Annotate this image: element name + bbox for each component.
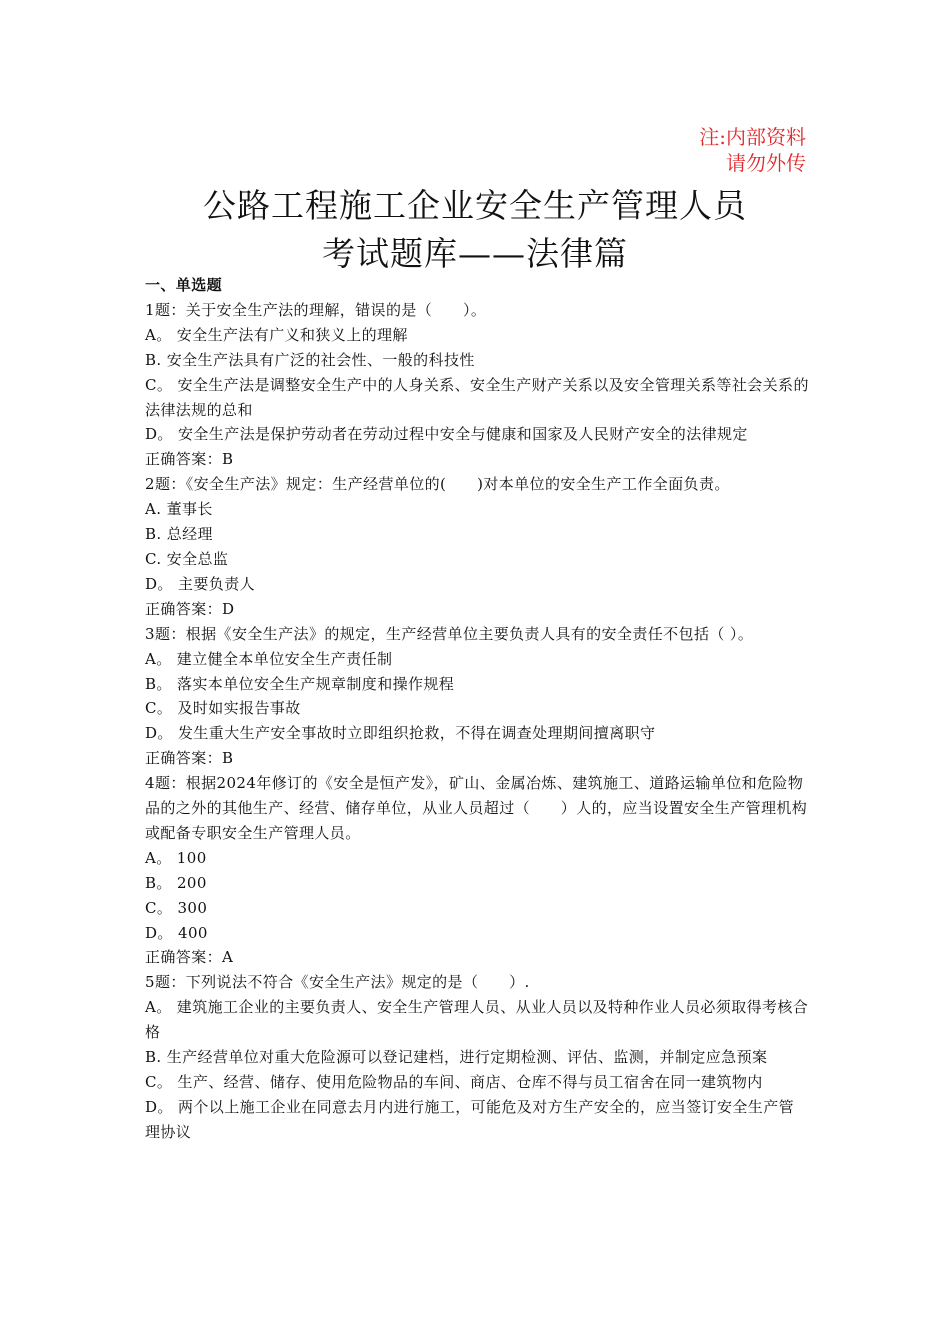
question-item bbox=[145, 622, 809, 771]
answer: 正确答案：B bbox=[145, 749, 234, 768]
question-text: 4题：根据2024年修订的《安全是恒产发》，矿山、金属冶炼、建筑施工、道路运输单位和危险物品的之外的其他生产、经营、储存单位，从业人员超过（ ）人的，应当设置安全生产管理机构或配备专职安全生产管理人员。 bbox=[145, 774, 808, 842]
option: B. 总经理 bbox=[145, 525, 213, 544]
note-line-1: 注:内部资料 bbox=[699, 125, 806, 149]
option: D。 主要负责人 bbox=[145, 574, 255, 593]
option: D。 400 bbox=[145, 923, 208, 942]
question-text: 2题：《安全生产法》规定：生产经营单位的( )对本单位的安全生产工作全面负责。 bbox=[145, 475, 730, 494]
option: C。 300 bbox=[145, 898, 208, 917]
option: A. 董事长 bbox=[145, 500, 213, 519]
document-title-line-1: 公路工程施工企业安全生产管理人员 bbox=[203, 186, 747, 225]
option: A。 100 bbox=[145, 848, 207, 867]
question-text: 3题：根据《安全生产法》的规定，生产经营单位主要负责人具有的安全责任不包括（ ）。 bbox=[145, 624, 754, 643]
option: D。 安全生产法是保护劳动者在劳动过程中安全与健康和国家及人民财产安全的法律规定 bbox=[145, 425, 748, 444]
answer: 正确答案：A bbox=[145, 948, 234, 967]
confidential-note bbox=[699, 124, 806, 176]
answer: 正确答案：B bbox=[145, 450, 234, 469]
option: B。 200 bbox=[145, 873, 207, 892]
option: C. 安全总监 bbox=[145, 549, 229, 568]
option: B. 安全生产法具有广泛的社会性、一般的科技性 bbox=[145, 350, 475, 369]
option: B。 落实本单位安全生产规章制度和操作规程 bbox=[145, 674, 455, 693]
question-text: 5题：下列说法不符合《安全生产法》规定的是（ ）. bbox=[145, 973, 530, 992]
question-item bbox=[145, 298, 809, 472]
option: C。 及时如实报告事故 bbox=[145, 699, 301, 718]
question-list bbox=[145, 273, 809, 1145]
question-item bbox=[145, 472, 809, 621]
question-item bbox=[145, 970, 809, 1144]
option: A。 建筑施工企业的主要负责人、安全生产管理人员、从业人员以及特种作业人员必须取得考核合格 bbox=[145, 998, 809, 1042]
option: A。 安全生产法有广义和狭义上的理解 bbox=[145, 325, 408, 344]
question-item bbox=[145, 771, 809, 970]
section-heading: 一、单选题 bbox=[145, 276, 223, 294]
question-text: 1题：关于安全生产法的理解，错误的是（ ）。 bbox=[145, 300, 487, 319]
option: C。 生产、经营、储存、使用危险物品的车间、商店、仓库不得与员工宿舍在同一建筑物内 bbox=[145, 1073, 763, 1091]
option: D。 两个以上施工企业在同意去月内进行施工，可能危及对方生产安全的，应当签订安全生产管理协议 bbox=[145, 1097, 794, 1141]
option: C。 安全生产法是调整安全生产中的人身关系、安全生产财产关系以及安全管理关系等社会关系的法律法规的总和 bbox=[145, 375, 809, 419]
option: D。 发生重大生产安全事故时立即组织抢救，不得在调查处理期间擅离职守 bbox=[145, 724, 656, 743]
option: B. 生产经营单位对重大危险源可以登记建档，进行定期检测、评估、监测，并制定应急预案 bbox=[145, 1048, 768, 1067]
option: A。 建立健全本单位安全生产责任制 bbox=[145, 649, 393, 668]
answer: 正确答案：D bbox=[145, 599, 235, 618]
note-line-2: 请勿外传 bbox=[726, 151, 806, 175]
document-title-line-2: 考试题库——法律篇 bbox=[322, 234, 628, 273]
